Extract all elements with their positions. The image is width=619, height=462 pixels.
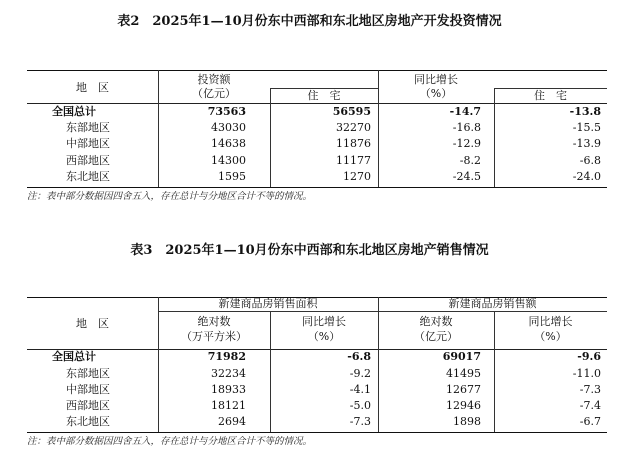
table2-row-region: 中部地区	[66, 137, 110, 150]
table2-cell-yoy: -24.5	[452, 170, 481, 183]
table2-header-yoy: 同比增长	[414, 73, 458, 86]
table3-cell-sales: 69017	[442, 350, 481, 363]
table3-header-absolute: 绝对数	[197, 315, 231, 328]
table2-header-yoy-unit: （%）	[419, 87, 453, 100]
table2-top-rule	[27, 70, 607, 71]
table2-bottom-rule	[27, 187, 607, 188]
table3-cell-area-yoy: -7.3	[349, 415, 371, 428]
table3-header-yoy: 同比增长	[302, 315, 346, 328]
table2-row-region: 西部地区	[66, 154, 110, 167]
table3-cell-sales: 41495	[446, 367, 481, 380]
table3-header-region: 地 区	[76, 317, 109, 330]
table3-cell-sales: 12946	[446, 399, 481, 412]
table3-header-area-group: 新建商品房销售面积	[218, 297, 318, 310]
table3-cell-sales-yoy: -9.6	[577, 350, 601, 363]
table2-header-investment-unit: （亿元）	[192, 87, 236, 100]
table2-cell-investment: 14638	[211, 137, 246, 150]
table2-cell-yoy-residential: -13.9	[572, 137, 601, 150]
table3-cell-area-yoy: -6.8	[347, 350, 371, 363]
table2-note: 注：表中部分数据因四舍五入，存在总计与分地区合计不等的情况。	[27, 191, 313, 202]
table3-row-region: 东部地区	[66, 367, 110, 380]
table3-header-sales-group: 新建商品房销售额	[448, 297, 537, 310]
table3-cell-area: 32234	[211, 367, 246, 380]
table2-cell-investment: 43030	[211, 121, 246, 134]
table3-row-region: 西部地区	[66, 399, 110, 412]
table3-row-region: 中部地区	[66, 383, 110, 396]
table3-header-yoy2: 同比增长	[528, 315, 573, 328]
table3-header-yoy-unit: （%）	[307, 330, 341, 343]
table2-header-residential: 住 宅	[307, 89, 341, 102]
table3-title: 表3 2025年1—10月份东中西部和东北地区房地产销售情况	[130, 243, 489, 258]
table3-cell-sales-yoy: -6.7	[579, 415, 601, 428]
table2-cell-yoy: -14.7	[449, 105, 481, 118]
table2-header-yoy-residential: 住 宅	[534, 89, 567, 102]
table3-cell-area-yoy: -5.0	[349, 399, 371, 412]
table2-row-region: 东北地区	[66, 170, 110, 183]
table3-cell-sales-yoy: -11.0	[572, 367, 601, 380]
table2-cell-investment: 14300	[211, 154, 246, 167]
table3-row-region: 全国总计	[52, 350, 96, 363]
table3-cell-area: 18121	[211, 399, 246, 412]
table3-bottom-rule	[27, 432, 607, 433]
table2-cell-yoy: -8.2	[459, 154, 481, 167]
table2-cell-yoy-residential: -13.8	[569, 105, 601, 118]
table3-cell-area: 71982	[207, 350, 246, 363]
table2-cell-residential: 32270	[336, 121, 371, 134]
table2-cell-investment: 1595	[218, 170, 246, 183]
table3-cell-area: 2694	[218, 415, 246, 428]
table2-cell-residential: 56595	[332, 105, 371, 118]
table3-cell-sales: 1898	[453, 415, 481, 428]
table3-note: 注：表中部分数据因四舍五入，存在总计与分地区合计不等的情况。	[27, 436, 313, 447]
table3-cell-sales-yoy: -7.3	[579, 383, 601, 396]
table2-title: 表2 2025年1—10月份东中西部和东北地区房地产开发投资情况	[117, 14, 502, 29]
table3-header-sales-unit: （亿元）	[414, 330, 458, 343]
table2-cell-residential: 11177	[336, 154, 371, 167]
table3-cell-area-yoy: -9.2	[349, 367, 371, 380]
table2-row-region: 东部地区	[66, 121, 110, 134]
table3-header-absolute2: 绝对数	[419, 315, 453, 328]
table2-cell-yoy-residential: -24.0	[572, 170, 601, 183]
table3-row-region: 东北地区	[66, 415, 110, 428]
table2-header-region: 地 区	[76, 81, 109, 94]
table3-cell-sales-yoy: -7.4	[579, 399, 601, 412]
table3-group-rule	[158, 311, 607, 312]
table2-cell-yoy: -12.9	[452, 137, 481, 150]
table3-cell-area-yoy: -4.1	[349, 383, 371, 396]
table2-cell-yoy-residential: -15.5	[572, 121, 601, 134]
table2-cell-residential: 1270	[343, 170, 371, 183]
table3-cell-sales: 12677	[446, 383, 481, 396]
table3-header-area-unit: （万平方米）	[181, 330, 247, 343]
table2-header-rule	[27, 103, 607, 104]
table2-row-region: 全国总计	[52, 105, 96, 118]
table2-header-investment: 投资额	[197, 73, 231, 86]
table2-cell-yoy: -16.8	[452, 121, 481, 134]
table2-cell-investment: 73563	[207, 105, 246, 118]
table3-header-yoy2-unit: （%）	[534, 330, 567, 343]
table2-cell-yoy-residential: -6.8	[579, 154, 601, 167]
table2-cell-residential: 11876	[336, 137, 371, 150]
table3-cell-area: 18933	[211, 383, 246, 396]
